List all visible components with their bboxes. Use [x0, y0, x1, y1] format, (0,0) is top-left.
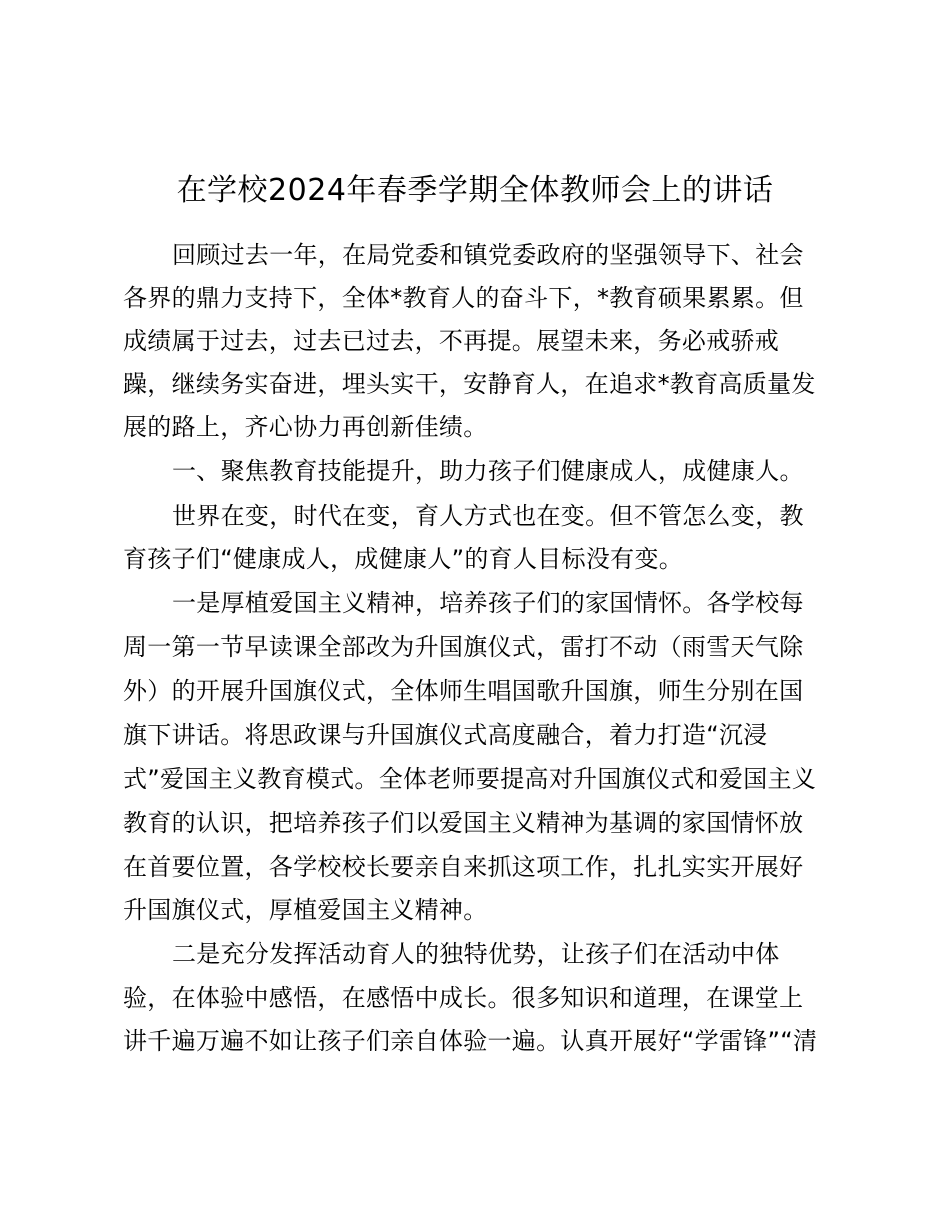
paragraph-line: 成绩属于过去，过去已过去，不再提。展望未来，务必戒骄戒 — [123, 327, 780, 355]
paragraph-line: 周一第一节早读课全部改为升国旗仪式，雷打不动（雨雪天气除 — [123, 633, 804, 661]
paragraph-line: 在首要位置，各学校校长要亲自来抓这项工作，扎扎实实开展好 — [123, 853, 804, 881]
paragraph-line: 验，在体验中感悟，在感悟中成长。很多知识和道理，在课堂上 — [123, 984, 804, 1012]
paragraph-line: 式”爱国主义教育模式。全体老师要提高对升国旗仪式和爱国主义 — [123, 765, 817, 793]
paragraph-line: 外）的开展升国旗仪式，全体师生唱国歌升国旗，师生分别在国 — [123, 677, 804, 705]
paragraph-line: 升国旗仪式，厚植爱国主义精神。 — [123, 896, 488, 924]
paragraph-line: 世界在变，时代在变，育人方式也在变。但不管怎么变，教 — [172, 502, 804, 530]
paragraph-line: 二是充分发挥活动育人的独特优势，让孩子们在活动中体 — [172, 940, 780, 968]
paragraph-line: 各界的鼎力支持下，全体*教育人的奋斗下，*教育硕果累累。但 — [123, 284, 804, 312]
document-title: 在学校2024年春季学期全体教师会上的讲话 — [176, 173, 774, 208]
paragraph-line: 育孩子们“健康成人，成健康人”的育人目标没有变。 — [123, 545, 684, 573]
paragraph-line: 一是厚植爱国主义精神，培养孩子们的家国情怀。各学校每 — [172, 589, 804, 617]
section-heading: 一、聚焦教育技能提升，助力孩子们健康成人，成健康人。 — [172, 457, 804, 485]
paragraph-line: 展的路上，齐心协力再创新佳绩。 — [123, 413, 488, 441]
paragraph-line: 回顾过去一年，在局党委和镇党委政府的坚强领导下、社会 — [172, 241, 804, 269]
paragraph-line: 旗下讲话。将思政课与升国旗仪式高度融合，着力打造“沉浸 — [123, 721, 768, 749]
paragraph-line: 讲千遍万遍不如让孩子们亲自体验一遍。认真开展好“学雷锋”“清 — [123, 1027, 818, 1055]
paragraph-line: 教育的认识，把培养孩子们以爱国主义精神为基调的家国情怀放 — [123, 809, 804, 837]
paragraph-line: 躁，继续务实奋进，埋头实干，安静育人，在追求*教育高质量发 — [123, 370, 816, 398]
